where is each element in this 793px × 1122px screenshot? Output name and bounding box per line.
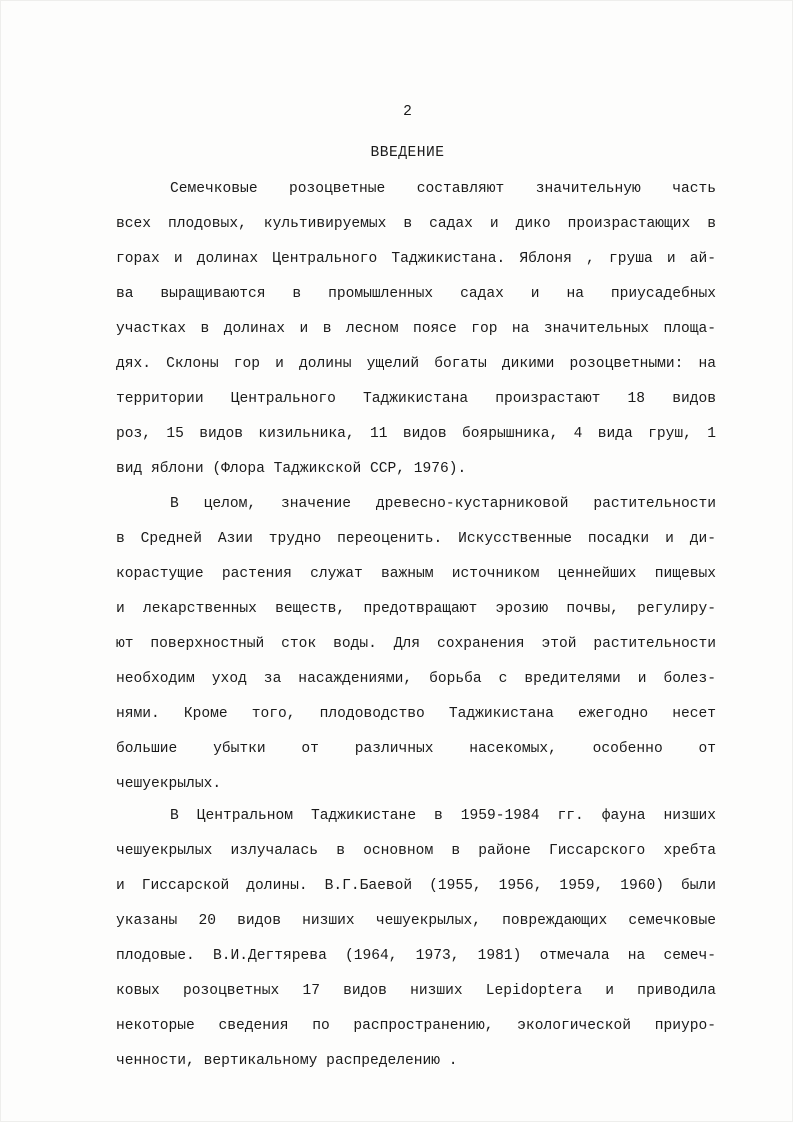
text-line: ют поверхностный сток воды. Для сохранения этой растительности: [116, 636, 716, 652]
text-line: ченности, вертикальному распределению .: [116, 1053, 458, 1069]
section-heading: ВВЕДЕНИЕ: [370, 145, 445, 161]
text-line: корастущие растения служат важным источником ценнейших пищевых: [116, 566, 716, 582]
text-line: и Гиссарской долины. В.Г.Баевой (1955, 1956, 1959, 1960) были: [116, 878, 716, 894]
text-line: необходим уход за насаждениями, борьба с вредителями и болез-: [116, 671, 716, 687]
text-line: плодовые. В.И.Дегтярева (1964, 1973, 1981) отмечала на семеч-: [116, 948, 716, 964]
text-line: В Центральном Таджикистане в 1959-1984 гг. фауна низших: [170, 808, 716, 824]
text-line: В целом, значение древесно-кустарниковой растительности: [170, 496, 716, 512]
text-line: участках в долинах и в лесном поясе гор на значительных площа-: [116, 321, 716, 337]
page-number: 2: [403, 104, 412, 120]
text-line: в Средней Азии трудно переоценить. Искусственные посадки и ди-: [116, 531, 716, 547]
text-line: нями. Кроме того, плодоводство Таджикистана ежегодно несет: [116, 706, 716, 722]
paragraph-3: [116, 799, 716, 1079]
text-line: дях. Склоны гор и долины ущелий богаты дикими розоцветными: на: [116, 356, 716, 372]
text-line: ковых розоцветных 17 видов низших Lepidoptera и приводила: [116, 983, 716, 999]
text-line: и лекарственных веществ, предотвращают эрозию почвы, регулиру-: [116, 601, 716, 617]
text-line: Семечковые розоцветные составляют значительную часть: [170, 181, 716, 197]
text-line: большие убытки от различных насекомых, особенно от: [116, 741, 716, 757]
paragraph-2: [116, 487, 716, 802]
text-line: горах и долинах Центрального Таджикистана. Яблоня , груша и ай-: [116, 251, 716, 267]
text-line: ва выращиваются в промышленных садах и на приусадебных: [116, 286, 716, 302]
text-line: вид яблони (Флора Таджикской ССР, 1976).: [116, 461, 467, 477]
text-line: чешуекрылых.: [116, 776, 222, 792]
text-line: чешуекрылых излучалась в основном в районе Гиссарского хребта: [116, 843, 716, 859]
text-line: указаны 20 видов низших чешуекрылых, повреждающих семечковые: [116, 913, 716, 929]
text-line: всех плодовых, культивируемых в садах и дико произрастающих в: [116, 216, 716, 232]
text-line: территории Центрального Таджикистана произрастают 18 видов: [116, 391, 716, 407]
paragraph-1: [116, 172, 716, 487]
text-line: роз, 15 видов кизильника, 11 видов боярышника, 4 вида груш, 1: [116, 426, 716, 442]
text-line: некоторые сведения по распространению, экологической приуро-: [116, 1018, 716, 1034]
